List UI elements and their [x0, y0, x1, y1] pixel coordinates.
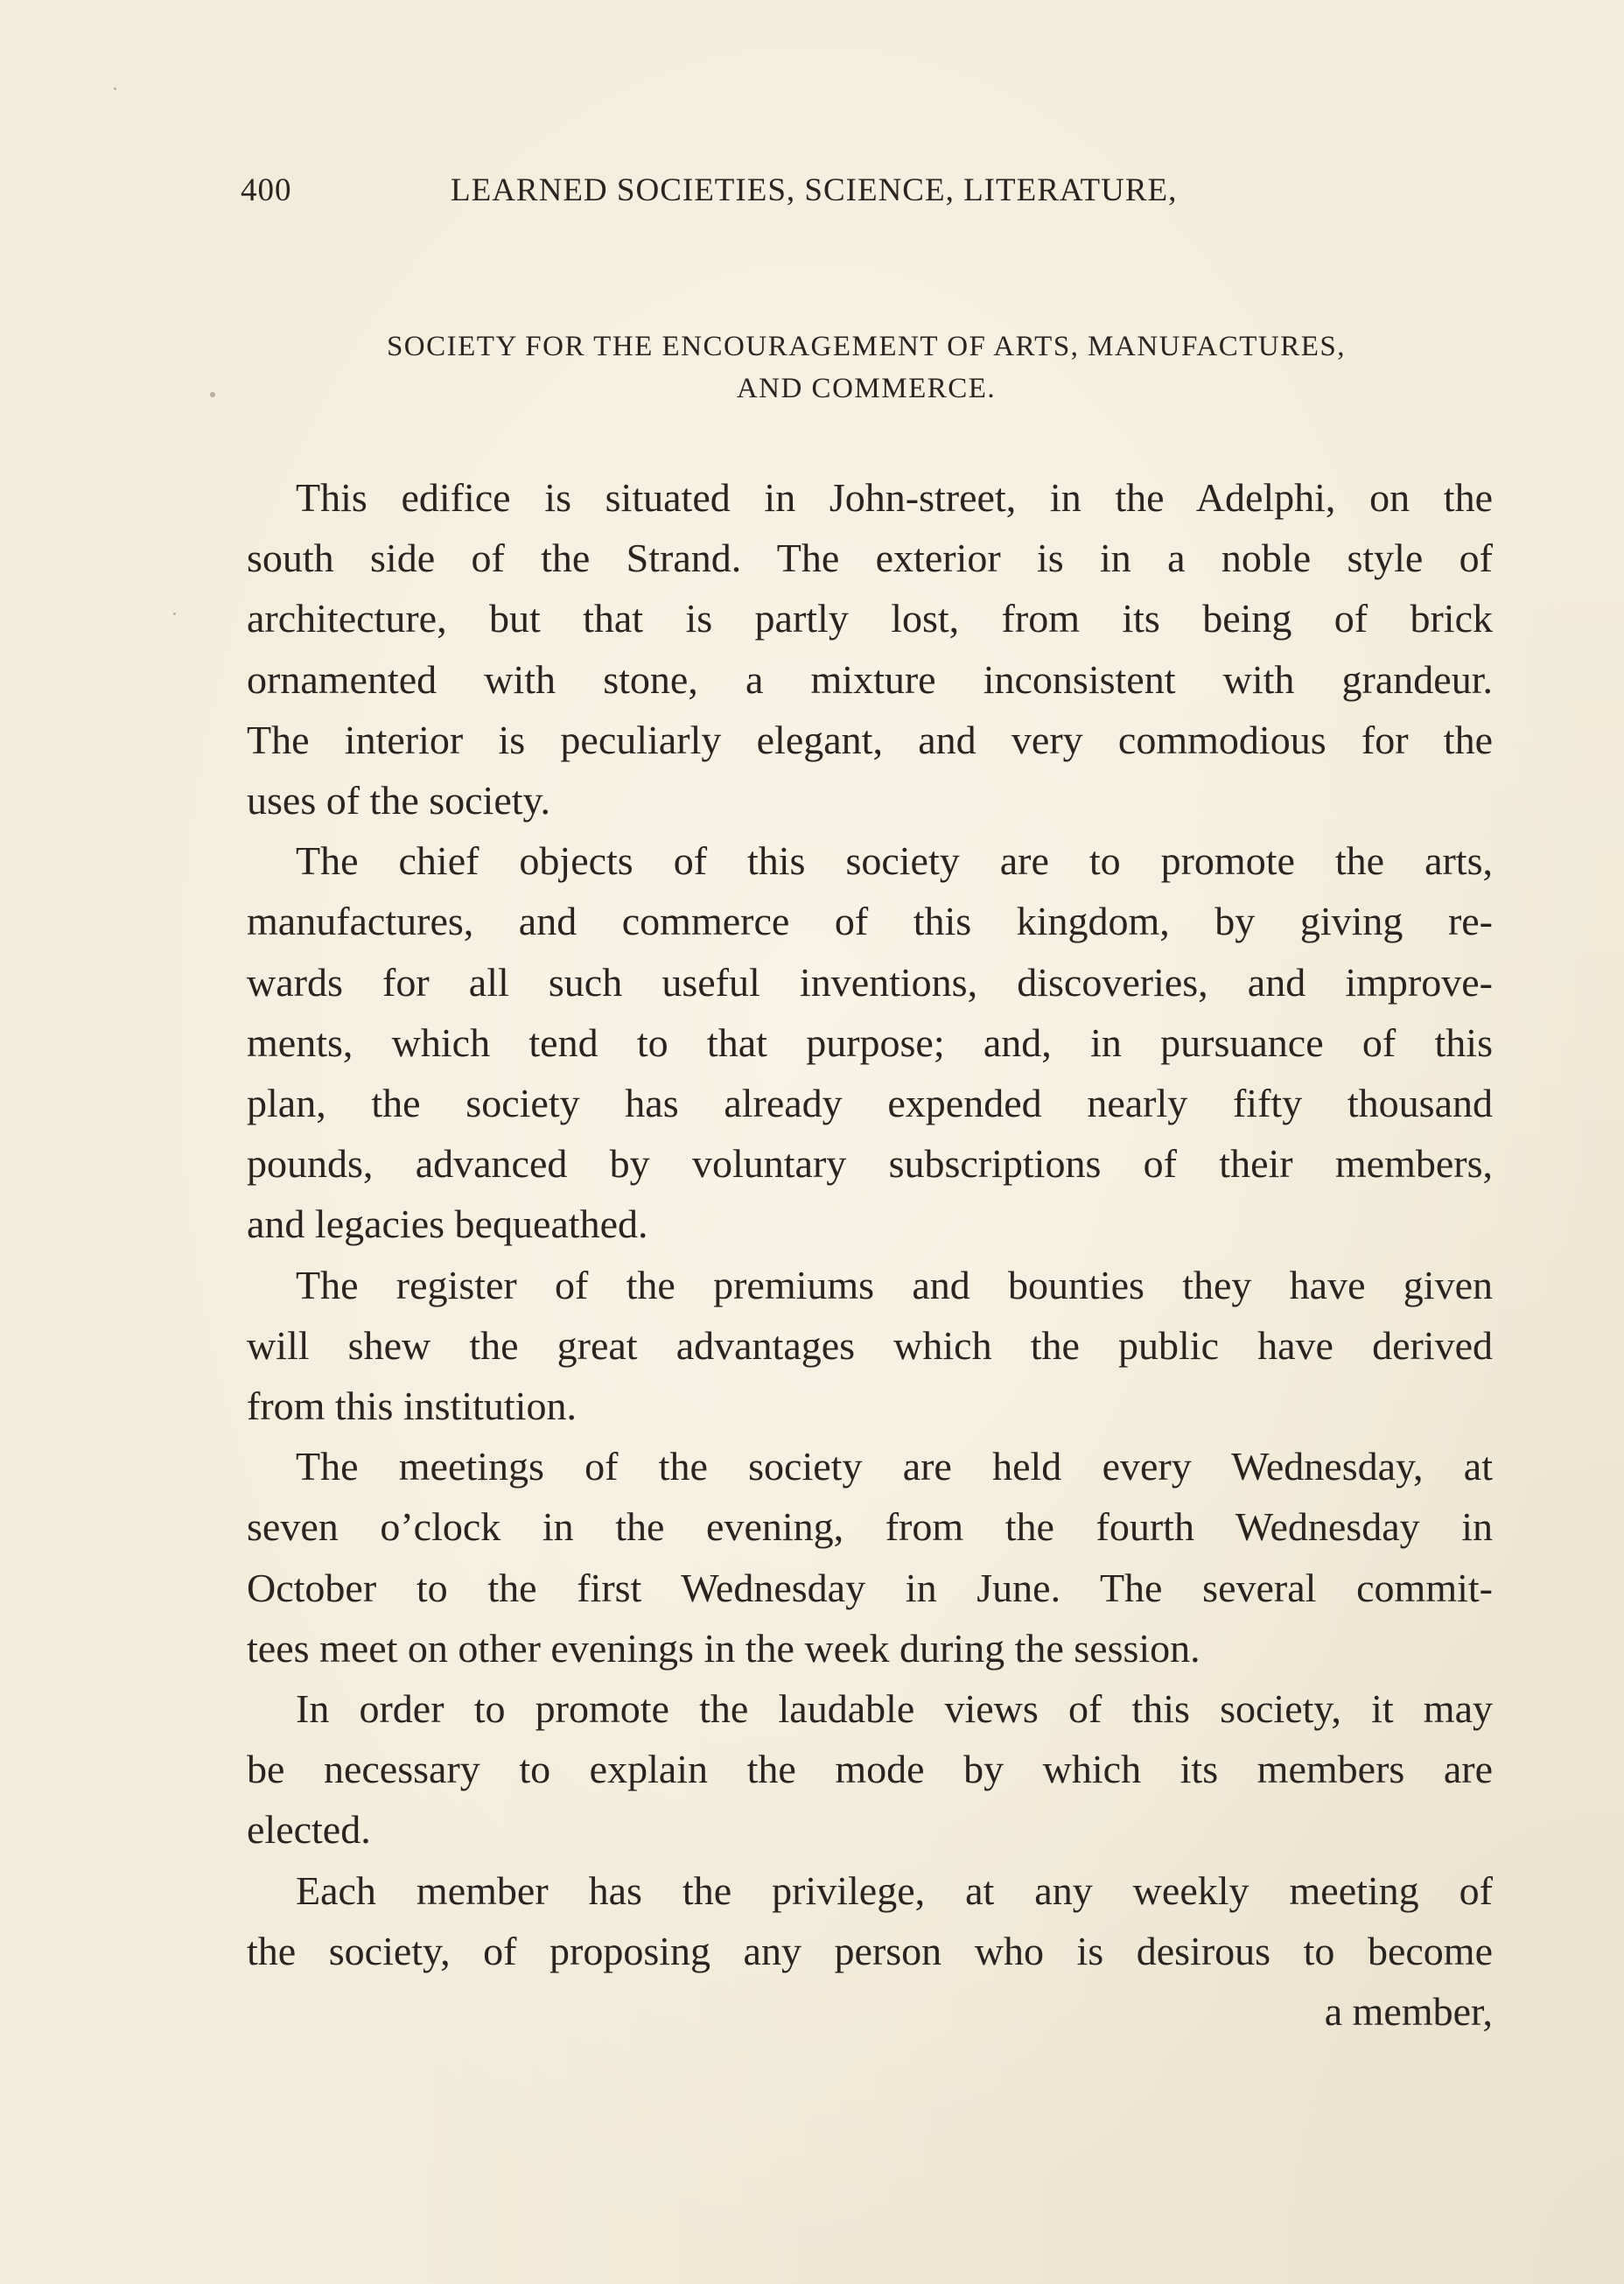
text-line: In order to promote the laudable views of this society, it may — [296, 1686, 1493, 1732]
paragraph — [247, 467, 1493, 830]
text-line: south side of the Strand. The exterior is in a noble style of — [247, 536, 1493, 581]
page-number: 400 — [241, 172, 292, 208]
text-line: October to the first Wednesday in June. The several commit- — [247, 1565, 1493, 1610]
text-line: seven o’clock in the evening, from the fourth Wednesday in — [247, 1504, 1493, 1550]
text-line: This edifice is situated in John-street, in the Adelphi, on the — [296, 475, 1493, 520]
text-line: tees meet on other evenings in the week during the session. — [247, 1625, 1200, 1671]
text-line: manufactures, and commerce of this kingdom, by giving re- — [247, 899, 1493, 944]
section-heading-line: SOCIETY FOR THE ENCOURAGEMENT OF ARTS, MANUFACTURES, — [386, 331, 1347, 362]
paper-speck — [173, 613, 176, 615]
text-line: plan, the society has already expended nearly fifty thousand — [247, 1081, 1493, 1126]
running-head — [241, 172, 1291, 224]
text-line: Each member has the privilege, at any weekly meeting of — [296, 1867, 1493, 1913]
text-line: uses of the society. — [247, 778, 551, 823]
paragraph — [247, 830, 1493, 1254]
text-line: The meetings of the society are held every Wednesday, at — [296, 1444, 1493, 1489]
text-line: and legacies bequeathed. — [247, 1202, 648, 1247]
paragraph — [247, 1255, 1493, 1437]
text-line: ments, which tend to that purpose; and, in pursuance of this — [247, 1019, 1493, 1065]
text-line: will shew the great advantages which the public have derived — [247, 1322, 1493, 1368]
text-line: ornamented with stone, a mixture inconsistent with grandeur. — [247, 656, 1493, 702]
text-line: wards for all such useful inventions, discoveries, and improve- — [247, 959, 1493, 1005]
body-text — [247, 467, 1493, 2042]
text-line: elected. — [247, 1807, 371, 1853]
paragraph — [247, 1860, 1493, 1981]
text-line: The register of the premiums and bounties they have given — [296, 1262, 1493, 1307]
text-line: The chief objects of this society are to promote the arts, — [296, 838, 1493, 884]
section-heading — [219, 326, 1514, 410]
running-title: LEARNED SOCIETIES, SCIENCE, LITERATURE, — [451, 172, 1178, 208]
paper-speck — [210, 392, 215, 397]
paper-speck — [114, 88, 116, 90]
text-line: be necessary to explain the mode by which its members are — [247, 1747, 1493, 1792]
catchword: a member, — [1324, 1989, 1493, 2035]
text-line: from this institution. — [247, 1384, 577, 1429]
text-line: pounds, advanced by voluntary subscriptions of their members, — [247, 1141, 1493, 1187]
section-heading-line: AND COMMERCE. — [736, 373, 997, 404]
paragraph — [247, 1436, 1493, 1678]
text-line: The interior is peculiarly elegant, and very commodious for the — [247, 717, 1493, 762]
text-line: architecture, but that is partly lost, from its being of brick — [247, 596, 1493, 641]
text-line: the society, of proposing any person who is desirous to become — [247, 1928, 1493, 1973]
paragraph — [247, 1678, 1493, 1860]
